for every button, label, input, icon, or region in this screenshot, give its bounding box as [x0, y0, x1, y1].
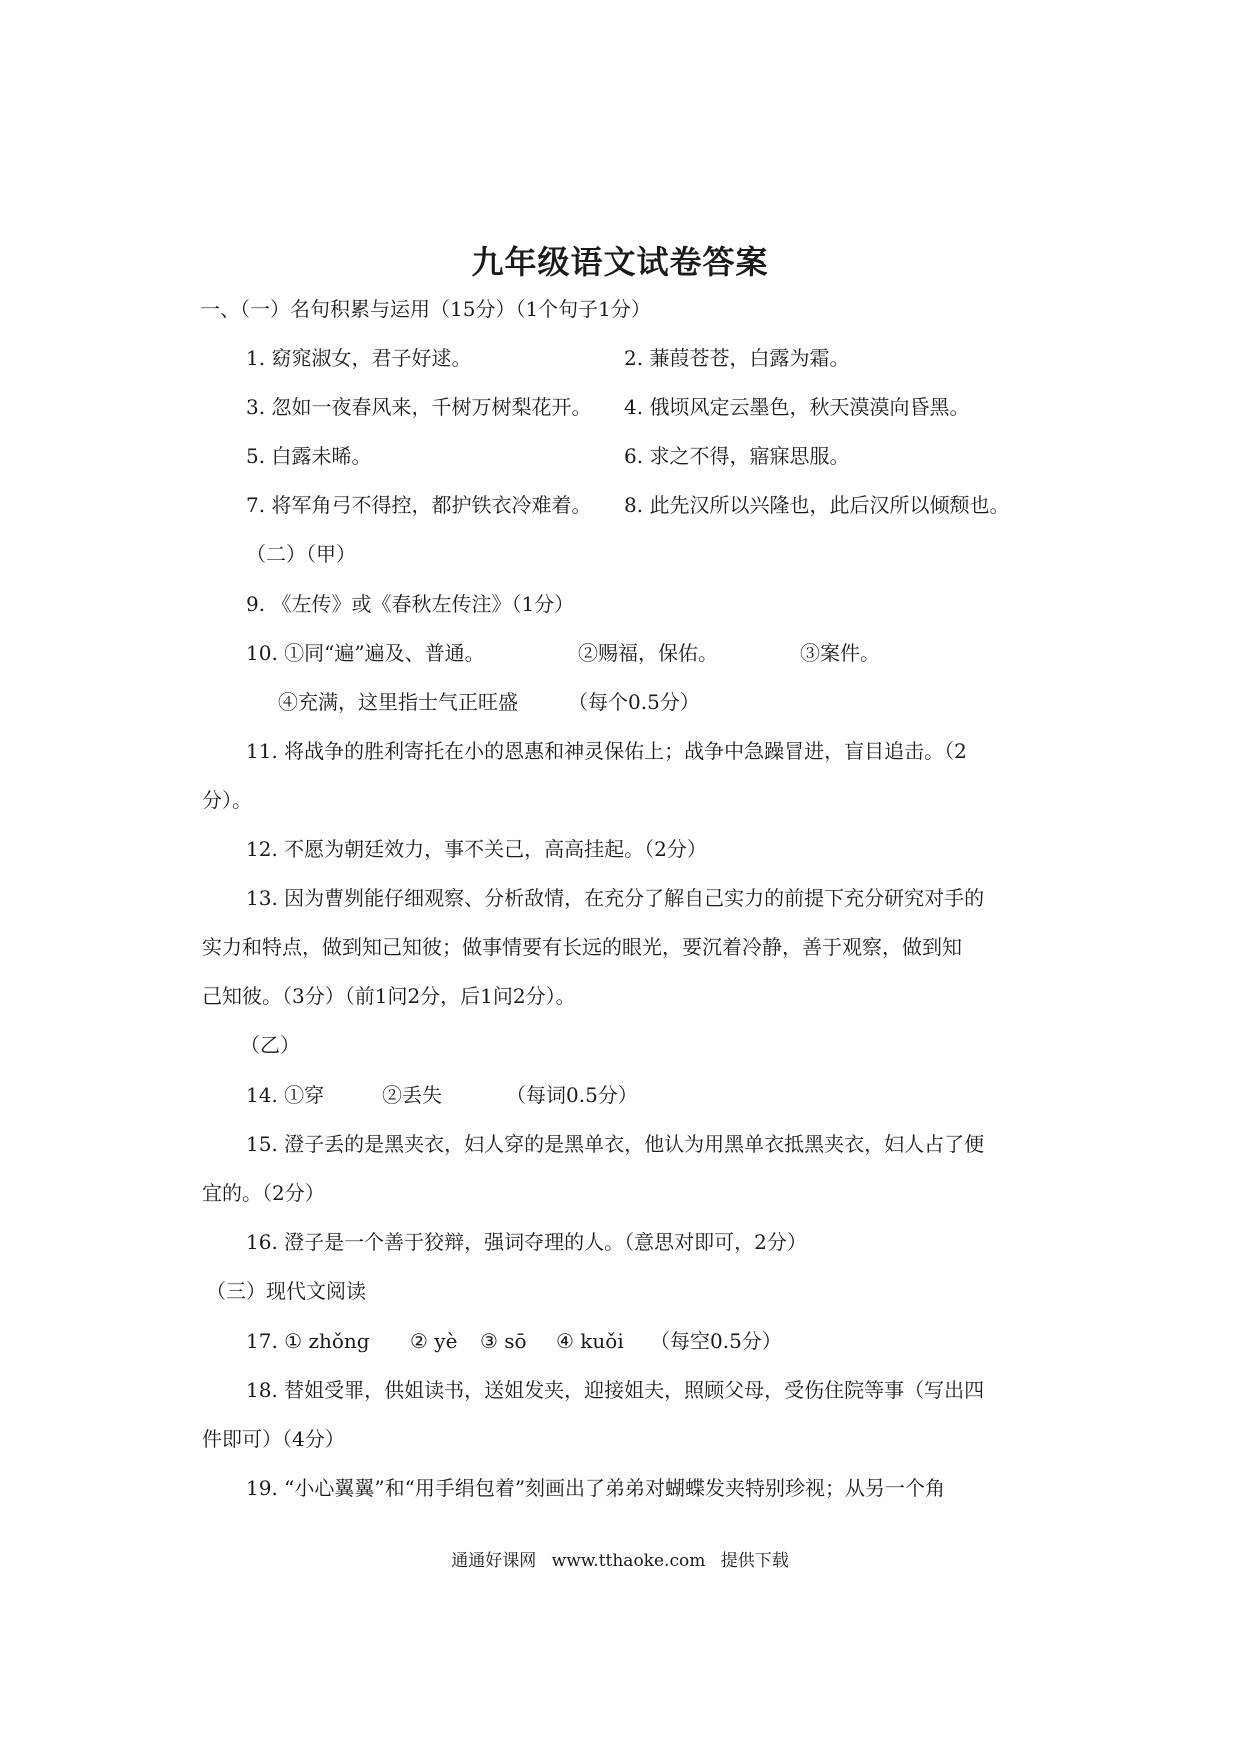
answer-9: 9. 《左传》或《春秋左传注》（1分） — [246, 592, 575, 616]
answer-19-line1: 19. “小心翼翼”和“用手绢包着”刻画出了弟弟对蝴蝶发夹特别珍视；从另一个角 — [246, 1476, 946, 1500]
answer-17-c: ③ sō — [480, 1329, 527, 1353]
answer-10-note: （每个0.5分） — [568, 690, 700, 714]
answer-3: 3. 忽如一夜春风来，千树万树梨花开。 — [246, 395, 592, 419]
answer-1: 1. 窈窕淑女，君子好逑。 — [246, 346, 472, 370]
answer-17-a: 17. ① zhǒng — [246, 1329, 370, 1353]
answer-16: 16. 澄子是一个善于狡辩，强词夺理的人。（意思对即可，2分） — [246, 1230, 807, 1254]
answer-8: 8. 此先汉所以兴隆也，此后汉所以倾颓也。 — [624, 493, 1010, 517]
answer-13-line1: 13. 因为曹刿能仔细观察、分析敌情，在充分了解自己实力的前提下充分研究对手的 — [246, 886, 985, 910]
answer-6: 6. 求之不得，寤寐思服。 — [624, 444, 850, 468]
answer-2: 2. 蒹葭苍苍，白露为霜。 — [624, 346, 850, 370]
footer-site-name: 通通好课网 — [451, 1551, 537, 1571]
answer-14-note: （每词0.5分） — [506, 1083, 638, 1107]
answer-7: 7. 将军角弓不得控，都护铁衣冷难着。 — [246, 493, 592, 517]
section2-heading: （二）（甲） — [246, 542, 356, 566]
footer-url: www.tthaoke.com — [551, 1551, 706, 1571]
answer-15-line1: 15. 澄子丢的是黑夹衣，妇人穿的是黑单衣，他认为用黑单衣抵黑夹衣，妇人占了便 — [246, 1132, 985, 1156]
answer-11-line2: 分）。 — [202, 788, 252, 812]
answer-14-b: ②丢失 — [382, 1083, 442, 1107]
answer-17-b: ② yè — [410, 1329, 458, 1353]
answer-17-note: （每空0.5分） — [650, 1329, 782, 1353]
answer-18-line2: 件即可）（4分） — [202, 1427, 345, 1451]
answer-18-line1: 18. 替姐受罪，供姐读书，送姐发夹，迎接姐夫，照顾父母，受伤住院等事（写出四 — [246, 1378, 985, 1402]
answer-15-line2: 宜的。（2分） — [202, 1181, 325, 1205]
answer-10-b: ②赐福，保佑。 — [578, 641, 718, 665]
answer-11-line1: 11. 将战争的胜利寄托在小的恩惠和神灵保佑上；战争中急躁冒进，盲目追击。（2 — [246, 739, 967, 763]
answer-14-a: 14. ①穿 — [246, 1083, 325, 1107]
answer-17-d: ④ kuǒi — [556, 1329, 624, 1353]
section3-heading: （三）现代文阅读 — [206, 1279, 366, 1303]
section2-sub-heading: （乙） — [240, 1033, 300, 1057]
answer-10-c: ③案件。 — [800, 641, 880, 665]
footer-note: 提供下载 — [720, 1551, 789, 1571]
answer-13-line3: 己知彼。（3分）（前1问2分，后1问2分）。 — [202, 984, 576, 1008]
page-title: 九年级语文试卷答案 — [471, 243, 769, 281]
answer-4: 4. 俄顷风定云墨色，秋天漠漠向昏黑。 — [624, 395, 970, 419]
page-footer — [0, 1549, 1240, 1573]
answer-12: 12. 不愿为朝廷效力，事不关己，高高挂起。（2分） — [246, 837, 707, 861]
answer-10-a: 10. ①同“遍”遍及、普通。 — [246, 641, 485, 665]
section1-heading: 一、（一）名句积累与运用（15分）（1个句子1分） — [200, 297, 651, 321]
answer-13-line2: 实力和特点，做到知己知彼；做事情要有长远的眼光，要沉着冷静，善于观察，做到知 — [202, 935, 962, 959]
answer-5: 5. 白露未晞。 — [246, 444, 372, 468]
answer-10-d: ④充满，这里指士气正旺盛 — [278, 690, 518, 714]
